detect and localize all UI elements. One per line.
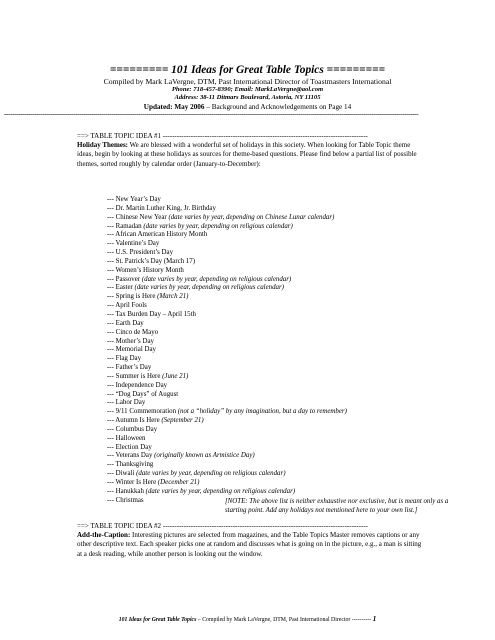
holiday-note: (date varies by year, depending on religious calendar) bbox=[136, 470, 286, 478]
holiday-name: --- Father’s Day bbox=[107, 364, 152, 372]
holiday-note: (March 21) bbox=[157, 293, 189, 301]
updated-date: May 2006 bbox=[174, 103, 205, 111]
holiday-note: (December 21) bbox=[157, 479, 200, 486]
phone-number: 718-457-8390; bbox=[193, 86, 233, 93]
holiday-list-item bbox=[107, 214, 347, 223]
holiday-name: --- Passover bbox=[107, 275, 142, 283]
holiday-note: (date varies by year, depending on religious calendar) bbox=[143, 222, 293, 230]
idea-1-text: We are blessed with a wonderful set of holidays in this society. When looking for Table Topic theme ideas, begin by looking at these holidays as sources for theme-based questions. Please find below a partial list of possible themes, sorted roughly by calendar order (January-to-December): bbox=[77, 141, 417, 168]
holiday-name: --- Columbus Day bbox=[107, 425, 158, 433]
holiday-name: --- Diwali bbox=[107, 470, 137, 478]
holiday-name: --- Labor Day bbox=[107, 399, 146, 407]
holiday-note: (June 21) bbox=[162, 372, 189, 380]
holiday-list-item bbox=[107, 338, 347, 347]
holiday-name: --- Cinco de Mayo bbox=[107, 328, 159, 336]
address-text: 38-11 Ditmars Boulevard, Astoria, NY 11105 bbox=[199, 94, 321, 101]
address-label: Address: bbox=[174, 94, 199, 101]
holiday-list-item bbox=[107, 249, 347, 258]
holiday-name: --- Hanukkah bbox=[107, 487, 146, 495]
holiday-name: --- “Dog Days” of August bbox=[107, 390, 179, 398]
holiday-name: --- Mother’s Day bbox=[107, 337, 154, 345]
idea-1-heading: ==> TABLE TOPIC IDEA #1 ---------------------------------------------------------------------------------------- bbox=[77, 132, 368, 140]
holiday-list-item bbox=[107, 258, 347, 267]
holiday-list-item bbox=[107, 223, 347, 232]
holiday-name: --- Spring is Here bbox=[107, 293, 158, 301]
holiday-note: (not a “holiday” by any imagination, but a day to remember) bbox=[177, 408, 347, 416]
holiday-name: --- Autumn Is Here bbox=[107, 417, 162, 425]
holiday-note: (date varies by year, depending on Chinese Lunar calendar) bbox=[168, 213, 335, 221]
holiday-list-item bbox=[107, 346, 347, 355]
page-number: 1 bbox=[372, 614, 377, 623]
holiday-note: (originally known as Armistice Day) bbox=[154, 452, 255, 460]
idea-2-text: Interesting pictures are selected from magazines, and the Table Topics Master removes captions or any other descriptive text. Each speaker picks one at random and discusses what is going on in the picture, e.g., a man is sitting at a desk reading, while another person is looking out the window. bbox=[77, 531, 422, 558]
holiday-note: (September 21) bbox=[161, 417, 204, 425]
page-footer bbox=[0, 614, 495, 623]
holiday-list-item bbox=[107, 355, 347, 364]
holiday-note: (date varies by year, depending on religious calendar) bbox=[145, 487, 296, 495]
holiday-name: --- Flag Day bbox=[107, 355, 142, 363]
holiday-list-item bbox=[107, 479, 347, 488]
holiday-note: (date varies by year, depending on religious calendar) bbox=[141, 275, 292, 283]
compiled-by-line: Compiled by Mark LaVergne, DTM, Past International Director of Toastmasters International bbox=[103, 77, 392, 86]
holiday-list-item bbox=[107, 408, 347, 417]
holiday-name: --- April Fools bbox=[107, 302, 147, 310]
holiday-name: --- Chinese New Year bbox=[107, 213, 169, 221]
holiday-name: --- African American History Month bbox=[107, 231, 208, 239]
holiday-list-item bbox=[107, 461, 347, 470]
holiday-name: --- Christmas bbox=[107, 496, 144, 504]
holiday-name: --- New Year’s Day bbox=[107, 196, 161, 203]
header-separator: ------------------------------------------------------------------------------------------------------------------------------------------------------------------------------------------------------------ bbox=[4, 110, 419, 116]
holiday-note: (date varies by year, depending on religious calendar) bbox=[134, 284, 284, 292]
holiday-list-item bbox=[107, 452, 347, 461]
holiday-name: --- Earth Day bbox=[107, 319, 144, 327]
holiday-list-item bbox=[107, 231, 347, 240]
idea-2-heading: ==> TABLE TOPIC IDEA #2 ---------------------------------------------------------------------------------------- bbox=[77, 522, 368, 530]
idea-1-note: [NOTE: The above list is neither exhaustive nor exclusive, but is meant only as a starting point. Add any holidays not mentioned here to your own list.] bbox=[225, 498, 449, 514]
holiday-list-item bbox=[107, 293, 347, 302]
contact-line bbox=[0, 86, 495, 93]
holiday-name: --- Easter bbox=[107, 284, 135, 292]
holiday-name: --- U.S. President’s Day bbox=[107, 249, 174, 257]
idea-2-paragraph bbox=[77, 531, 422, 559]
holiday-list-item bbox=[107, 426, 347, 435]
holiday-name: --- 9/11 Commemoration bbox=[107, 408, 178, 416]
holiday-list-item bbox=[107, 276, 347, 285]
holiday-list-item bbox=[107, 302, 347, 311]
holiday-name: --- Summer is Here bbox=[107, 372, 163, 380]
updated-note: – Background and Acknowledgements on Page 14 bbox=[204, 103, 352, 111]
holiday-list-item bbox=[107, 205, 347, 214]
holiday-list-item bbox=[107, 444, 347, 453]
holiday-list-item bbox=[107, 329, 347, 338]
footer-title: 101 Ideas for Great Table Topics bbox=[118, 617, 197, 623]
holiday-list-item bbox=[107, 240, 347, 249]
idea-1-lead: Holiday Themes: bbox=[77, 141, 129, 149]
address-line bbox=[0, 94, 495, 101]
phone-label: Phone: bbox=[171, 86, 192, 93]
holiday-list-item bbox=[107, 364, 347, 373]
idea-2-lead: Add-the-Caption: bbox=[77, 531, 131, 539]
holiday-name: --- St. Patrick’s Day (March 17) bbox=[107, 257, 196, 265]
holiday-list-item bbox=[107, 382, 347, 391]
footer-text: – Compiled by Mark LaVergne, DTM, Past International Director ---------- bbox=[196, 617, 373, 623]
holiday-list-item bbox=[107, 391, 347, 400]
holiday-name: --- Thanksgiving bbox=[107, 461, 154, 469]
holiday-list-item bbox=[107, 373, 347, 382]
holiday-list-item bbox=[107, 311, 347, 320]
holiday-list-item bbox=[107, 417, 347, 426]
holiday-list-item bbox=[107, 488, 347, 497]
holiday-list-item bbox=[107, 196, 347, 205]
email-label: Email: bbox=[234, 86, 254, 93]
holiday-name: --- Independence Day bbox=[107, 381, 168, 389]
email-address[interactable]: MarkLaVergne@aol.com bbox=[254, 86, 324, 93]
holiday-name: --- Ramadan bbox=[107, 222, 144, 230]
holiday-name: --- Winter Is Here bbox=[107, 479, 158, 486]
holiday-name: --- Veterans Day bbox=[107, 452, 155, 460]
holiday-name: --- Dr. Martin Luther King, Jr. Birthday bbox=[107, 204, 216, 212]
document-title: ========= 101 Ideas for Great Table Topics ========= bbox=[109, 64, 386, 76]
holiday-name: --- Tax Burden Day – April 15th bbox=[107, 310, 196, 318]
holiday-name: --- Valentine’s Day bbox=[107, 240, 160, 248]
holiday-list-item bbox=[107, 470, 347, 479]
holiday-name: --- Memorial Day bbox=[107, 346, 156, 354]
holiday-list-item bbox=[107, 284, 347, 293]
holiday-list-item bbox=[107, 320, 347, 329]
holiday-name: --- Election Day bbox=[107, 443, 152, 451]
holiday-name: --- Women’s History Month bbox=[107, 266, 184, 274]
holiday-list-item bbox=[107, 267, 347, 276]
holiday-list-item bbox=[107, 435, 347, 444]
updated-label: Updated: bbox=[143, 103, 173, 111]
holiday-list bbox=[107, 196, 347, 506]
holiday-list-item bbox=[107, 399, 347, 408]
idea-1-paragraph bbox=[77, 141, 422, 169]
holiday-name: --- Halloween bbox=[107, 434, 146, 442]
